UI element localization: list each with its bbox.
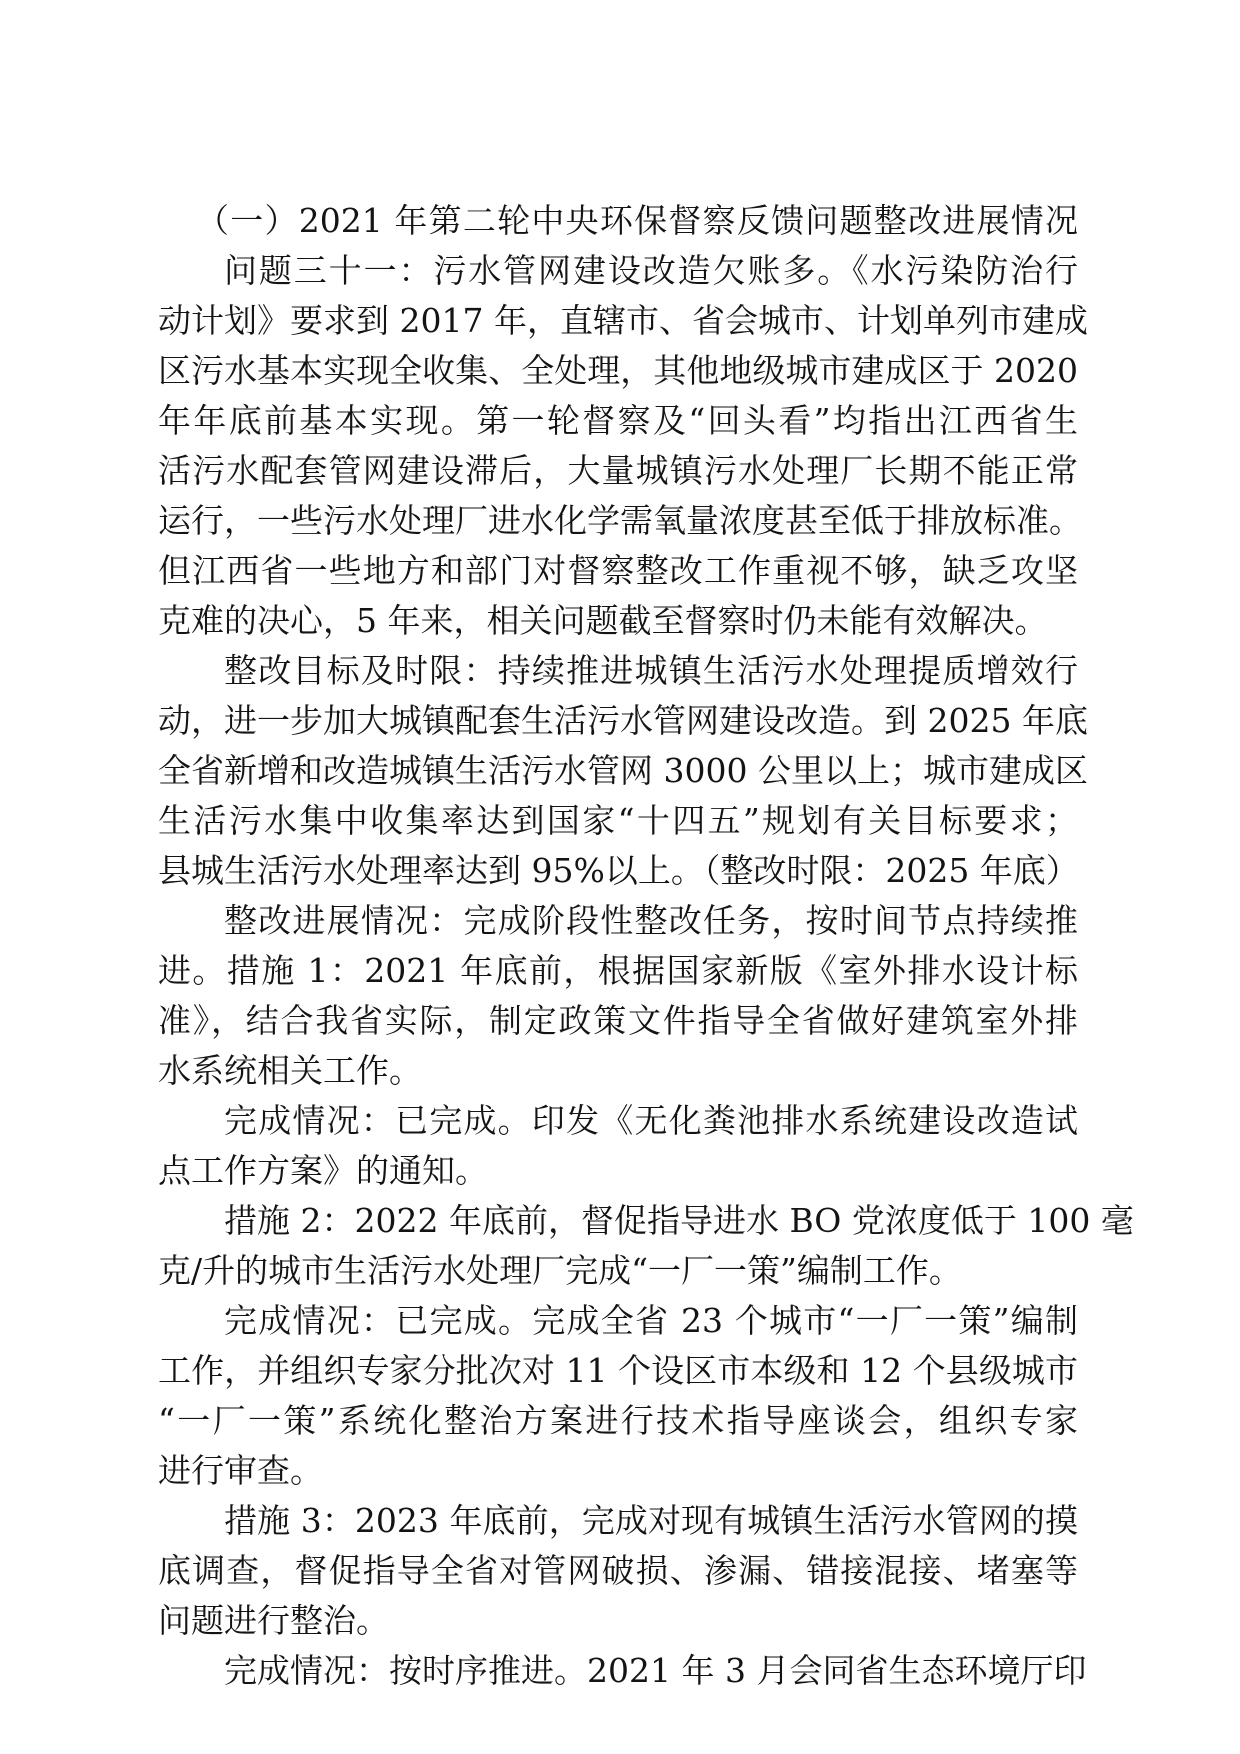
text-line: 区污水基本实现全收集、全处理，其他地级城市建成区于 2020 [158, 351, 1078, 390]
completion-status-3-paragraph [158, 1646, 1087, 1696]
text-line: 水系统相关工作。 [158, 1051, 422, 1090]
text-line: 措施 3：2023 年底前，完成对现有城镇生活污水管网的摸 [224, 1501, 1078, 1540]
measure-2-paragraph [158, 1196, 1134, 1296]
progress-measure-1-paragraph [158, 896, 1078, 1096]
text-line: 问题进行整治。 [158, 1601, 389, 1640]
text-line: 整改进展情况：完成阶段性整改任务，按时间节点持续推 [224, 901, 1078, 940]
text-line: 整改目标及时限：持续推进城镇生活污水处理提质增效行 [224, 651, 1078, 690]
text-line: 措施 2：2022 年底前，督促指导进水 BO 党浓度低于 100 毫 [224, 1201, 1134, 1240]
section-heading [158, 196, 1078, 246]
text-line: 准》，结合我省实际，制定政策文件指导全省做好建筑室外排 [158, 1001, 1078, 1040]
text-line: 全省新增和改造城镇生活污水管网 3000 公里以上；城市建成区 [158, 751, 1088, 790]
completion-status-2-paragraph [158, 1296, 1078, 1496]
text-line: 克/升的城市生活污水处理厂完成“一厂一策”编制工作。 [158, 1251, 962, 1290]
document-body [158, 196, 1134, 1696]
text-line: 运行，一些污水处理厂进水化学需氧量浓度甚至低于排放标准。 [158, 501, 1082, 540]
text-line: 进。措施 1：2021 年底前，根据国家新版《室外排水设计标 [158, 951, 1078, 990]
text-line: 活污水配套管网建设滞后，大量城镇污水处理厂长期不能正常 [158, 451, 1078, 490]
measure-3-paragraph [158, 1496, 1078, 1646]
text-line: 年年底前基本实现。第一轮督察及“回头看”均指出江西省生 [158, 401, 1078, 440]
text-line: 问题三十一：污水管网建设改造欠账多。《水污染防治行 [224, 251, 1078, 290]
text-line: 工作，并组织专家分批次对 11 个设区市本级和 12 个县级城市 [158, 1351, 1078, 1390]
text-line: 底调查，督促指导全省对管网破损、渗漏、错接混接、堵塞等 [158, 1551, 1078, 1590]
text-line: 点工作方案》的通知。 [158, 1151, 488, 1190]
text-line: 完成情况：已完成。完成全省 23 个城市“一厂一策”编制 [224, 1301, 1078, 1340]
text-line: 动，进一步加大城镇配套生活污水管网建设改造。到 2025 年底 [158, 701, 1088, 740]
text-line: 县城生活污水处理率达到 95%以上。（整改时限：2025 年底） [158, 851, 1079, 890]
text-line: 生活污水集中收集率达到国家“十四五”规划有关目标要求； [158, 801, 1078, 840]
text-line: （一）2021 年第二轮中央环保督察反馈问题整改进展情况 [196, 201, 1078, 240]
text-line: 进行审查。 [158, 1451, 323, 1490]
text-line: 克难的决心，5 年来，相关问题截至督察时仍未能有效解决。 [158, 601, 1048, 640]
rectification-target-paragraph [158, 646, 1088, 896]
text-line: 但江西省一些地方和部门对督察整改工作重视不够，缺乏攻坚 [158, 551, 1078, 590]
text-line: “一厂一策”系统化整治方案进行技术指导座谈会，组织专家 [158, 1401, 1078, 1440]
completion-status-1-paragraph [158, 1096, 1078, 1196]
text-line: 完成情况：已完成。印发《无化粪池排水系统建设改造试 [224, 1101, 1078, 1140]
text-line: 动计划》要求到 2017 年，直辖市、省会城市、计划单列市建成 [158, 301, 1088, 340]
problem-31-paragraph [158, 246, 1088, 646]
text-line: 完成情况：按时序推进。2021 年 3 月会同省生态环境厅印 [224, 1651, 1087, 1690]
